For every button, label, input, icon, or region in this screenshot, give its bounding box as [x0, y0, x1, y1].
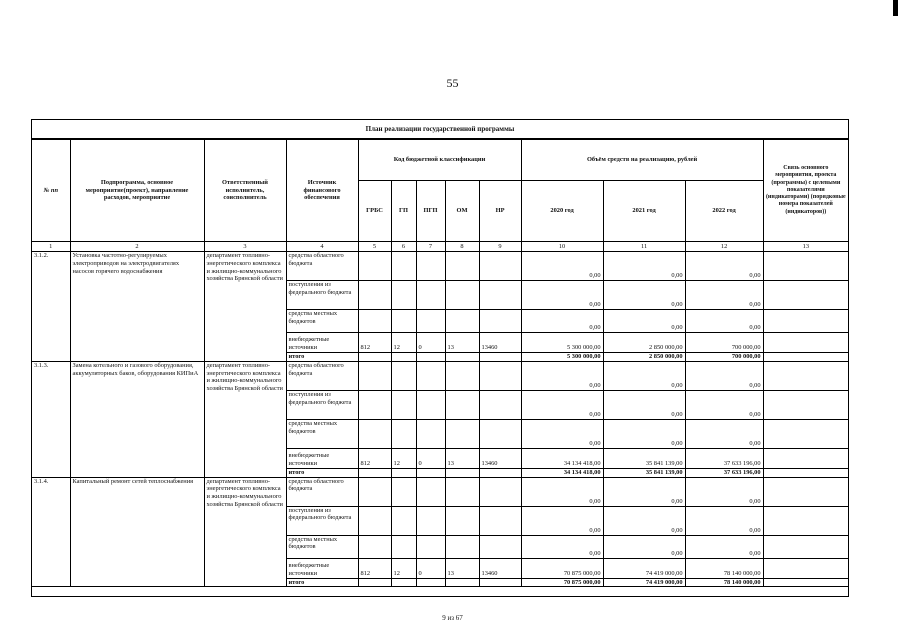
code-np	[479, 361, 521, 390]
amount-2022: 700 000,00	[685, 353, 763, 362]
code-gp: 12	[391, 558, 416, 578]
code-gp	[391, 477, 416, 506]
amount-2021: 0,00	[603, 310, 685, 333]
code-gp	[391, 281, 416, 310]
code-grbs: 812	[358, 558, 391, 578]
code-pgp	[416, 468, 445, 477]
code-np	[479, 506, 521, 535]
code-gp	[391, 419, 416, 448]
indicator-link	[763, 353, 848, 362]
header-2022: 2022 год	[685, 181, 763, 242]
source-label: средства местных бюджетов	[286, 310, 358, 333]
code-np: 13460	[479, 558, 521, 578]
item-number: 3.1.4.	[32, 477, 70, 587]
amount-2020: 34 134 418,00	[521, 468, 603, 477]
amount-2021: 2 850 000,00	[603, 333, 685, 353]
code-om	[445, 506, 479, 535]
amount-2021: 0,00	[603, 477, 685, 506]
source-label: средства областного бюджета	[286, 361, 358, 390]
item-number: 3.1.2.	[32, 252, 70, 362]
amount-2022: 0,00	[685, 419, 763, 448]
source-label: итого	[286, 578, 358, 587]
code-grbs	[358, 506, 391, 535]
code-om	[445, 252, 479, 281]
amount-2022: 0,00	[685, 252, 763, 281]
code-np: 13460	[479, 333, 521, 353]
col-number: 13	[763, 242, 848, 252]
code-pgp: 0	[416, 558, 445, 578]
amount-2020: 0,00	[521, 477, 603, 506]
code-om	[445, 578, 479, 587]
code-np	[479, 578, 521, 587]
code-pgp	[416, 390, 445, 419]
code-om	[445, 535, 479, 558]
col-number: 11	[603, 242, 685, 252]
code-np	[479, 353, 521, 362]
col-number: 4	[286, 242, 358, 252]
program-plan-sheet	[31, 119, 849, 597]
source-label: внебюджетные источники	[286, 448, 358, 468]
amount-2021: 2 850 000,00	[603, 353, 685, 362]
header-2020: 2020 год	[521, 181, 603, 242]
col-number: 3	[204, 242, 286, 252]
code-pgp	[416, 281, 445, 310]
code-np	[479, 281, 521, 310]
item-row-regional	[32, 361, 848, 390]
code-gp: 12	[391, 448, 416, 468]
item-row-regional	[32, 252, 848, 281]
amount-2021: 0,00	[603, 506, 685, 535]
amount-2021: 0,00	[603, 252, 685, 281]
indicator-link	[763, 477, 848, 506]
amount-2021: 0,00	[603, 535, 685, 558]
amount-2022: 37 633 196,00	[685, 468, 763, 477]
header-pgp: ПГП	[416, 181, 445, 242]
source-label: поступления из федерального бюджета	[286, 506, 358, 535]
code-om	[445, 468, 479, 477]
amount-2022: 78 140 000,00	[685, 558, 763, 578]
header-link: Связь основного мероприятия, проекта (программы) с целевыми показателями (индикаторами) (порядковые номера показателей (индикаторов))	[763, 140, 848, 242]
code-grbs	[358, 535, 391, 558]
item-name: Замена котельного и газового оборудования, аккумуляторных баков, оборудования КИПиА	[70, 361, 204, 477]
indicator-link	[763, 281, 848, 310]
indicator-link	[763, 361, 848, 390]
source-label: средства областного бюджета	[286, 477, 358, 506]
amount-2020: 0,00	[521, 390, 603, 419]
amount-2020: 0,00	[521, 506, 603, 535]
code-grbs	[358, 361, 391, 390]
code-gp	[391, 310, 416, 333]
header-no: № пп	[32, 140, 70, 242]
col-number: 8	[445, 242, 479, 252]
amount-2020: 70 875 000,00	[521, 578, 603, 587]
code-pgp	[416, 506, 445, 535]
indicator-link	[763, 419, 848, 448]
item-name: Установка частотно-регулируемых электроприводов на электродвигателях насосов горячего водоснабжения	[70, 252, 204, 362]
amount-2020: 5 300 000,00	[521, 333, 603, 353]
source-label: внебюджетные источники	[286, 558, 358, 578]
item-responsible: департамент топливно-энергетического комплекса и жилищно-коммунального хозяйства Брянской области	[204, 252, 286, 362]
code-pgp	[416, 310, 445, 333]
code-pgp	[416, 353, 445, 362]
code-gp	[391, 535, 416, 558]
page-footer: 9 из 67	[442, 614, 463, 622]
code-grbs	[358, 310, 391, 333]
code-pgp	[416, 361, 445, 390]
code-om: 13	[445, 558, 479, 578]
code-pgp	[416, 477, 445, 506]
amount-2022: 0,00	[685, 506, 763, 535]
amount-2020: 0,00	[521, 310, 603, 333]
source-label: итого	[286, 468, 358, 477]
table-title: План реализации государственной программы	[32, 120, 848, 139]
code-pgp	[416, 535, 445, 558]
header-2021: 2021 год	[603, 181, 685, 242]
code-gp	[391, 361, 416, 390]
header-volume-group: Объём средств на реализацию, рублей	[521, 140, 763, 181]
amount-2021: 74 419 000,00	[603, 558, 685, 578]
indicator-link	[763, 252, 848, 281]
indicator-link	[763, 558, 848, 578]
code-grbs: 812	[358, 333, 391, 353]
col-number: 12	[685, 242, 763, 252]
code-pgp	[416, 252, 445, 281]
amount-2020: 5 300 000,00	[521, 353, 603, 362]
code-om: 13	[445, 333, 479, 353]
source-label: средства областного бюджета	[286, 252, 358, 281]
header-responsible: Ответственный исполнитель, соисполнитель	[204, 140, 286, 242]
header-kbk-group: Код бюджетной классификации	[358, 140, 521, 181]
amount-2022: 78 140 000,00	[685, 578, 763, 587]
code-np	[479, 477, 521, 506]
code-om	[445, 310, 479, 333]
code-gp	[391, 390, 416, 419]
code-np	[479, 252, 521, 281]
item-responsible: департамент топливно-энергетического комплекса и жилищно-коммунального хозяйства Брянской области	[204, 477, 286, 587]
code-np	[479, 310, 521, 333]
code-gp	[391, 578, 416, 587]
indicator-link	[763, 506, 848, 535]
amount-2021: 0,00	[603, 281, 685, 310]
indicator-link	[763, 333, 848, 353]
code-grbs	[358, 578, 391, 587]
amount-2020: 0,00	[521, 361, 603, 390]
amount-2021: 0,00	[603, 361, 685, 390]
source-label: средства местных бюджетов	[286, 535, 358, 558]
col-number: 9	[479, 242, 521, 252]
amount-2020: 70 875 000,00	[521, 558, 603, 578]
amount-2022: 0,00	[685, 310, 763, 333]
code-grbs	[358, 252, 391, 281]
header-name: Подпрограмма, основное мероприятие(проект), направление расходов, мероприятие	[70, 140, 204, 242]
col-number: 1	[32, 242, 70, 252]
header-source: Источник финансового обеспечения	[286, 140, 358, 242]
code-pgp: 0	[416, 333, 445, 353]
code-om	[445, 281, 479, 310]
code-gp	[391, 506, 416, 535]
amount-2022: 0,00	[685, 281, 763, 310]
col-number: 7	[416, 242, 445, 252]
indicator-link	[763, 535, 848, 558]
header-gp: ГП	[391, 181, 416, 242]
page-number: 55	[446, 76, 459, 90]
header-om: ОМ	[445, 181, 479, 242]
item-row-regional	[32, 477, 848, 506]
header-np: НР	[479, 181, 521, 242]
col-number: 5	[358, 242, 391, 252]
amount-2020: 0,00	[521, 252, 603, 281]
code-gp	[391, 468, 416, 477]
indicator-link	[763, 310, 848, 333]
item-name: Капитальный ремонт сетей теплоснабжения	[70, 477, 204, 587]
source-label: внебюджетные источники	[286, 333, 358, 353]
code-grbs	[358, 419, 391, 448]
code-np: 13460	[479, 448, 521, 468]
amount-2020: 0,00	[521, 419, 603, 448]
code-om	[445, 419, 479, 448]
code-pgp: 0	[416, 448, 445, 468]
code-np	[479, 419, 521, 448]
amount-2022: 0,00	[685, 390, 763, 419]
col-number: 6	[391, 242, 416, 252]
amount-2022: 700 000,00	[685, 333, 763, 353]
code-om	[445, 477, 479, 506]
column-number-row	[32, 242, 848, 252]
code-om	[445, 353, 479, 362]
code-np	[479, 535, 521, 558]
indicator-link	[763, 390, 848, 419]
code-gp	[391, 252, 416, 281]
code-om: 13	[445, 448, 479, 468]
code-pgp	[416, 578, 445, 587]
amount-2022: 0,00	[685, 361, 763, 390]
code-grbs	[358, 468, 391, 477]
item-responsible: департамент топливно-энергетического комплекса и жилищно-коммунального хозяйства Брянской области	[204, 361, 286, 477]
indicator-link	[763, 448, 848, 468]
code-om	[445, 361, 479, 390]
amount-2021: 35 841 139,00	[603, 448, 685, 468]
source-label: поступления из федерального бюджета	[286, 281, 358, 310]
code-np	[479, 468, 521, 477]
item-number: 3.1.3.	[32, 361, 70, 477]
amount-2021: 0,00	[603, 419, 685, 448]
code-grbs	[358, 390, 391, 419]
source-label: итого	[286, 353, 358, 362]
col-number: 2	[70, 242, 204, 252]
code-pgp	[416, 419, 445, 448]
source-label: поступления из федерального бюджета	[286, 390, 358, 419]
amount-2022: 37 633 196,00	[685, 448, 763, 468]
code-grbs: 812	[358, 448, 391, 468]
amount-2022: 0,00	[685, 535, 763, 558]
code-grbs	[358, 477, 391, 506]
code-gp: 12	[391, 333, 416, 353]
code-grbs	[358, 353, 391, 362]
amount-2020: 34 134 418,00	[521, 448, 603, 468]
amount-2021: 74 419 000,00	[603, 578, 685, 587]
source-label: средства местных бюджетов	[286, 419, 358, 448]
plan-table	[32, 139, 848, 587]
amount-2022: 0,00	[685, 477, 763, 506]
indicator-link	[763, 578, 848, 587]
code-om	[445, 390, 479, 419]
header-grbs: ГРБС	[358, 181, 391, 242]
amount-2021: 0,00	[603, 390, 685, 419]
amount-2020: 0,00	[521, 281, 603, 310]
code-gp	[391, 353, 416, 362]
amount-2020: 0,00	[521, 535, 603, 558]
col-number: 10	[521, 242, 603, 252]
code-np	[479, 390, 521, 419]
code-grbs	[358, 281, 391, 310]
scan-edge-mark	[893, 0, 898, 16]
amount-2021: 35 841 139,00	[603, 468, 685, 477]
indicator-link	[763, 468, 848, 477]
